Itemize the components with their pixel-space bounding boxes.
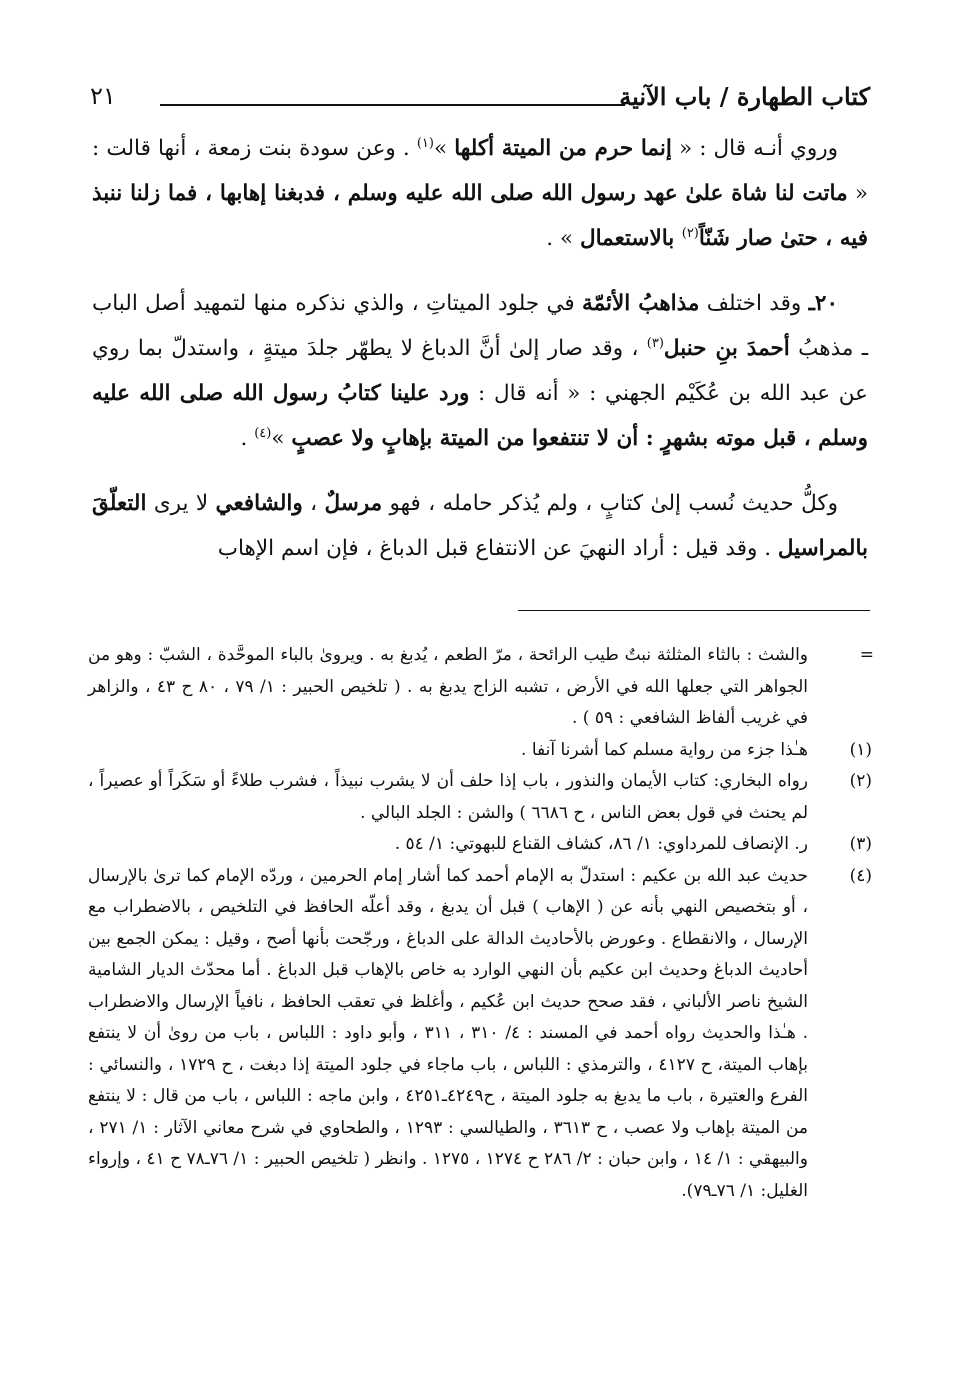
bold-term: مذاهبُ الأئمّة [582,291,700,316]
hadith-quote: بالاستعمال [579,226,682,251]
footnote-text: رواه البخاري: كتاب الأيمان والنذور ، باب إذا حلف أن لا يشرب نبيذاً ، فشرب طلاءً أو سَكَراً أو عصيراً ، لم يحنث في قول بعض الناس ، ح ٦٦٨٦ ) والشن : الجلد البالي . [88,771,808,823]
footnote-ref[interactable]: (٤) [254,425,272,441]
text-run: لا يرى [146,491,216,516]
paragraph-3 [92,481,868,571]
text-run: » . [546,226,580,251]
bold-term: والشافعي [215,491,303,516]
text-run: ، [302,491,325,516]
paragraph-1 [92,126,868,261]
text-run: . وقد قيل : أراد النهيَ عن الانتفاع قبل الدباغ ، فإن اسم الإهاب [217,536,778,561]
footnote-1 [88,735,872,767]
main-text [92,126,868,591]
footnote-ref[interactable]: (٣) [646,335,664,351]
paragraph-number: ٢٠ـ [808,291,838,316]
bold-term: أحمدَ بنِ حنبل [663,336,790,361]
footnotes [88,640,872,1207]
footnote-text: هـٰذا جزء من رواية مسلم كما أشرنا آنفا . [521,739,808,760]
text-run: وقد اختلف [699,291,809,316]
page-number: ٢١ [90,82,116,110]
paragraph-2 [92,281,868,461]
footnote-number: (١) [849,739,872,760]
footnote-4 [88,861,872,1208]
text-run: في جلود الميتاتِ ، والذي نذكره منها لتمهيد أصل الباب ـ مذهبُ [92,291,869,361]
text-run: . وعن سودة بنت زمعة ، أنها قالت : « [92,136,868,206]
footnote-2 [88,766,872,829]
text-run: . [240,426,255,451]
footnote-number: (٣) [849,834,872,854]
hadith-quote: إنما حرم من الميتة أكلها [454,136,672,161]
hadith-quote: ماتت لنا شاة علىٰ عهد رسول الله صلى الله عليه وسلم ، فدبغنا إهابها ، فما زلنا ننبذ فيه ، حتىٰ صار شَنّاً [92,181,868,251]
footnote-number: (٤) [849,865,872,886]
text-run: ، وقد صار إلىٰ أنَّ الدباغ لا يطهّر جلدَ ميتةٍ ، واستدلّ بما روي عن عبد الله بن عُكَيْم الجهني : « أنه قال : [92,336,868,406]
footnote-text: ر. الإنصاف للمرداوي: ١/ ٨٦، كشاف القناع للبهوتي: ١/ ٥٤ . [394,834,808,854]
footnote-continuation [88,640,872,735]
footnote-separator [518,610,870,611]
text-run: » [271,426,292,451]
footnote-text: والشث : بالثاء المثلثة نبتٌ طيب الرائحة ، مرّ الطعم ، يُدبغ به . ويروىٰ بالباء الموحَّدة ، الشبّ : وهو من الجواهر التي جعلها الله في الأرض ، تشبه الزاج يدبغ به . ( تلخيص الحبير : ١/ ٧٩ ، ٨٠ ح ٤٣ ، والزاهر في غريب ألفاظ الشافعي : ٥٩ ) . [88,645,809,728]
continuation-mark: = [859,645,874,665]
running-head: كتاب الطهارة / باب الآنية [619,82,870,111]
footnote-number: (٢) [849,771,872,791]
footnote-ref[interactable]: (١) [416,135,434,151]
footnote-ref[interactable]: (٢) [681,225,699,241]
bold-term: التعلّقَ بالمراسيل [92,491,868,561]
bold-term: مرسلٌ [324,491,383,516]
header-rule [160,104,625,106]
text-run: وكلُّ حديث نُسب إلىٰ كتابٍ ، ولم يُذكر حامله ، فهو [382,491,838,516]
text-run: » [433,136,455,161]
footnote-3 [88,829,872,861]
footnote-text: حديث عبد الله بن عكيم : استدلّ به الإمام أحمد كما أشار إمام الحرمين ، وردّه الإمام كما ترىٰ بالإرسال ، أو بتخصيص النهي بأنه عن ( الإهاب ) قبل أن يدبغ ، وقد أعلّه الحافظ في التلخيص ، بالاضطراب مع الإرسال ، والانقطاع . وعورض بالأحاديث الدالة على الدباغ ، ورجّحت بأنها أصح ، وقيل : يمكن الجمع بين أحاديث الدباغ وحديث ابن عكيم بأن النهي الوارد به خاص بالإهاب قبل الدباغ . أما محدّث الديار الشامية الشيخ ناصر الألباني ، فقد صحح حديث ابن عُكيم ، وأغلظ في تعقب الحافظ ، نافياً الإرسال والاضطراب . هـٰذا والحديث رواه أحمد في المسند : ٤/ ٣١٠ ، ٣١١ ، وأبو داود : اللباس ، باب من روىٰ أن لا ينتفع بإهاب الميتة، ح ٤١٢٧ ، والترمذي : اللباس ، باب ماجاء في جلود الميتة إذا دبغت ، ح ١٧٢٩ ، والنسائي : الفرع والعتيرة ، باب ما يدبغ به جلود الميتة ، ح٤٢٤٩ـ٤٢٥١ ، وابن ماجه : اللباس ، باب من قال : لا ينتفع من الميتة بإهاب ولا عصب ، ح ٣٦١٣ ، والطيالسي : ١٢٩٣ ، والطحاوي في شرح معاني الآثار : ١/ ٢٧١ ، والبيهقي : ١/ ١٤ ، وابن حبان : ٢/ ٢٨٦ ح ١٢٧٤ ، ١٢٧٥ . وانظر ( تلخيص الحبير : ١/ ٧٦ـ٧٨ ح ٤١ ، وإرواء الغليل: ١/ ٧٦ـ٧٩). [88,865,809,1201]
text-run: وروي أنـه قال : « [671,136,838,161]
page-header [90,80,870,120]
hadith-quote: ورد علينا كتابُ رسول الله صلى الله عليه وسلم ، قبل موته بشهرٍ : أن لا تنتفعوا من الميتة بإهابٍ ولا عصبٍ [92,381,868,451]
